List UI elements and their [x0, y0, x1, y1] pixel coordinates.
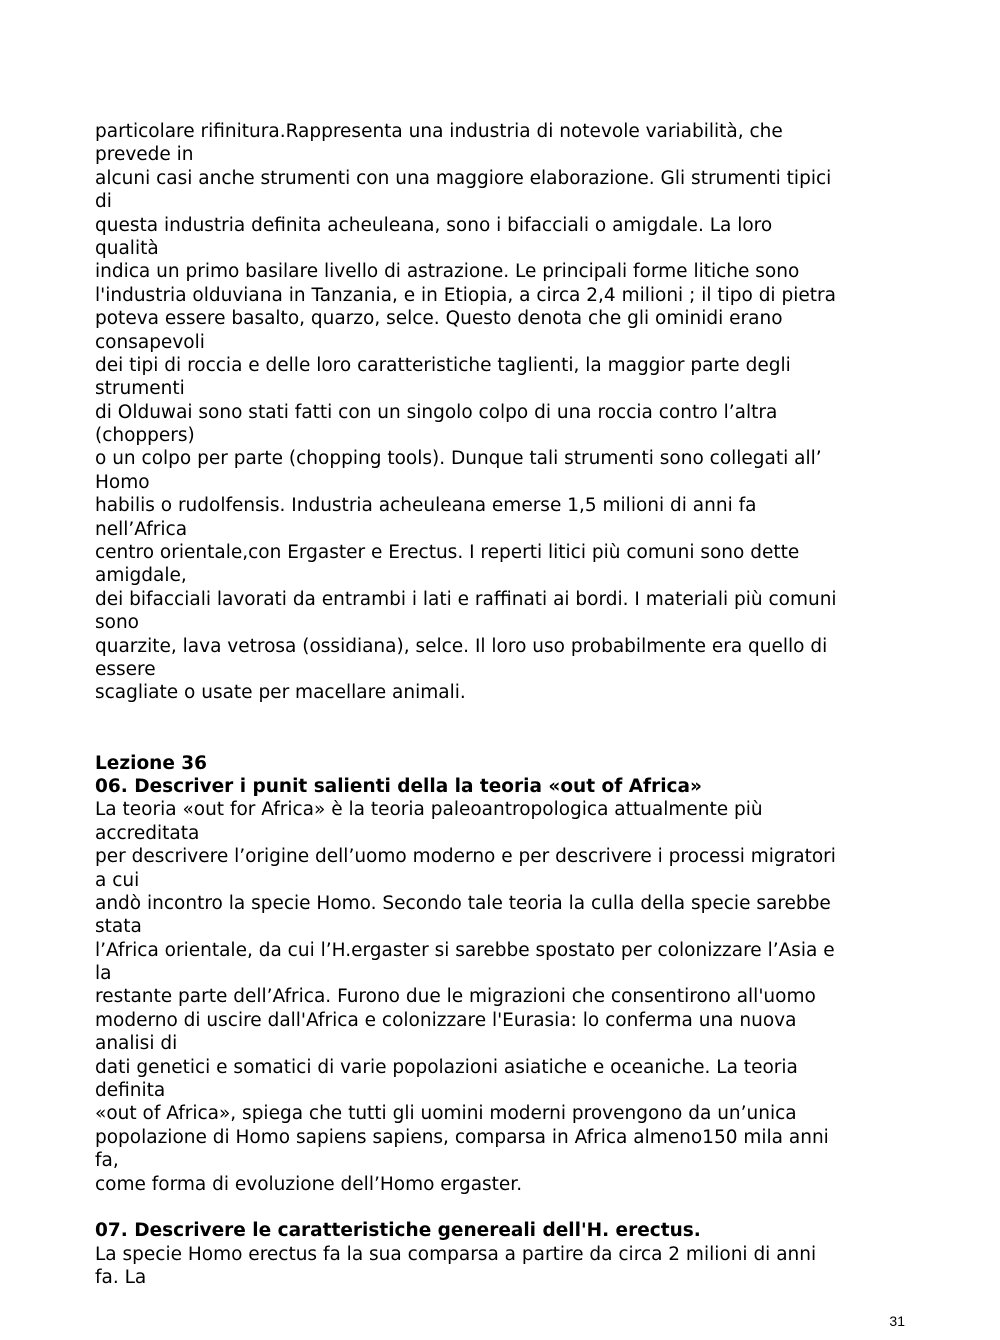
page-number: 31	[889, 1313, 905, 1329]
text-line: La specie Homo erectus fa la sua comparsa a partire da circa 2 milioni di anni	[95, 1243, 817, 1265]
text-line: prevede in	[95, 144, 194, 166]
text-line: fa. La	[95, 1267, 147, 1289]
text-line: poteva essere basalto, quarzo, selce. Questo denota che gli ominidi erano	[95, 308, 783, 330]
text-line: (choppers)	[95, 425, 195, 447]
text-line: Homo	[95, 471, 150, 493]
text-line: l'industria olduviana in Tanzania, e in Etiopia, a circa 2,4 milioni ; il tipo di pietra	[95, 284, 836, 306]
question-07-body	[95, 1243, 925, 1290]
text-line: a cui	[95, 869, 140, 891]
question-07-heading: 07. Descrivere le caratteristiche genereali dell'H. erectus.	[95, 1220, 701, 1242]
text-line: habilis o rudolfensis. Industria acheuleana emerse 1,5 milioni di anni fa	[95, 495, 757, 517]
text-line: strumenti	[95, 378, 185, 400]
text-line: dei bifacciali lavorati da entrambi i lati e raffinati ai bordi. I materiali più comuni	[95, 588, 837, 610]
text-line: fa,	[95, 1150, 119, 1172]
text-line: «out of Africa», spiega che tutti gli uomini moderni provengono da un’unica	[95, 1103, 797, 1125]
question-06-heading: 06. Descriver i punit salienti della la teoria «out of Africa»	[95, 775, 702, 797]
text-line: particolare rifinitura.Rappresenta una industria di notevole variabilità, che	[95, 121, 783, 142]
text-line: centro orientale,con Ergaster e Erectus. I reperti litici più comuni sono dette	[95, 542, 800, 564]
text-line: moderno di uscire dall'Africa e colonizzare l'Eurasia: lo conferma una nuova	[95, 1009, 797, 1031]
text-line: di Olduwai sono stati fatti con un singolo colpo di una roccia contro l’altra	[95, 401, 778, 423]
text-line: consapevoli	[95, 331, 205, 353]
text-line: analisi di	[95, 1033, 178, 1055]
intro-paragraph	[95, 120, 925, 705]
text-line: indica un primo basilare livello di astrazione. Le principali forme litiche sono	[95, 261, 800, 283]
text-line: come forma di evoluzione dell’Homo ergaster.	[95, 1173, 523, 1195]
text-line: sono	[95, 612, 140, 634]
text-line: di	[95, 191, 112, 213]
lesson-heading: Lezione 36	[95, 752, 208, 774]
text-line: alcuni casi anche strumenti con una maggiore elaborazione. Gli strumenti tipici	[95, 167, 832, 189]
text-line: stata	[95, 916, 142, 938]
text-line: andò incontro la specie Homo. Secondo tale teoria la culla della specie sarebbe	[95, 892, 831, 914]
text-line: restante parte dell’Africa. Furono due le migrazioni che consentirono all'uomo	[95, 986, 816, 1008]
text-line: l’Africa orientale, da cui l’H.ergaster si sarebbe spostato per colonizzare l’Asia e	[95, 939, 835, 961]
text-line: la	[95, 963, 112, 985]
text-line: nell’Africa	[95, 518, 188, 540]
question-06-body	[95, 798, 925, 1196]
text-line: o un colpo per parte (chopping tools). Dunque tali strumenti sono collegati all’	[95, 448, 822, 470]
text-line: accreditata	[95, 822, 200, 844]
spacer	[95, 705, 925, 752]
text-line: dati genetici e somatici di varie popolazioni asiatiche e oceaniche. La teoria	[95, 1056, 798, 1078]
text-line: popolazione di Homo sapiens sapiens, comparsa in Africa almeno150 mila anni	[95, 1126, 829, 1148]
text-line: La teoria «out for Africa» è la teoria paleoantropologica attualmente più	[95, 799, 763, 821]
text-line: essere	[95, 658, 156, 680]
text-line: definita	[95, 1080, 166, 1102]
text-line: dei tipi di roccia e delle loro caratteristiche taglienti, la maggior parte degli	[95, 354, 791, 376]
text-line: amigdale,	[95, 565, 187, 587]
text-line: quarzite, lava vetrosa (ossidiana), selce. Il loro uso probabilmente era quello di	[95, 635, 828, 657]
text-line: scagliate o usate per macellare animali.	[95, 682, 466, 704]
spacer	[95, 1196, 925, 1219]
text-line: questa industria definita acheuleana, sono i bifacciali o amigdale. La loro	[95, 214, 773, 236]
text-line: per descrivere l’origine dell’uomo moderno e per descrivere i processi migratori	[95, 846, 836, 868]
document-page	[95, 120, 925, 1290]
text-line: qualità	[95, 237, 159, 259]
